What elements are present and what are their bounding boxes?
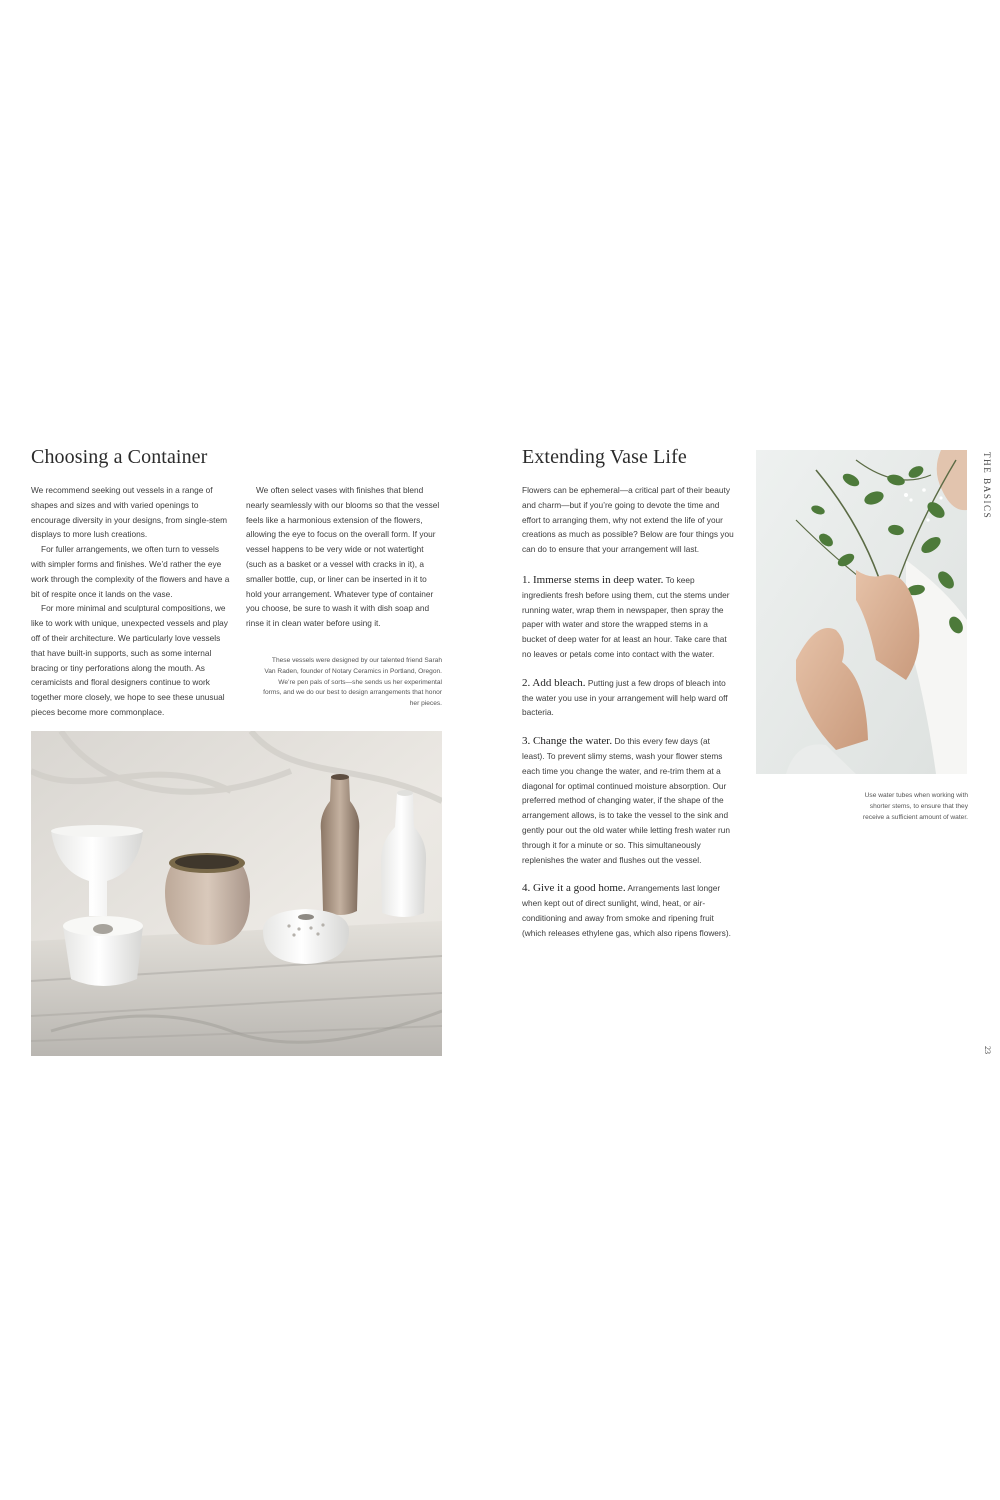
left-column-2 <box>246 483 444 631</box>
page-number: 23 <box>983 1046 992 1054</box>
step-body: Do this every few days (at least). To prevent slimy stems, wash your flower stems each time you change the water, and re-trim them at a diagonal for optimal continued moisture absorption. Our preferred method of changing water, if the shape of the arrangement allows, is to take the vessel to the sink and gently pour out the old water while letting fresh water run through it for a minute or so. This simultaneously replenishes the water and flushes out the vessel. <box>522 736 730 865</box>
water-tube-photo <box>756 450 967 774</box>
step-title: 4. Give it a good home. <box>522 882 626 895</box>
section-label: THE BASICS <box>982 452 992 520</box>
step-1 <box>522 573 734 662</box>
step-body: To keep ingredients fresh before using them, cut the stems under running water, wrap them in newspaper, then spray the paper with water and store the wrapped stems in a bucket of deep water for at least an hour. Take care that no leaves or petals come into contact with the water. <box>522 574 730 659</box>
step-4 <box>522 881 734 940</box>
water-tube-caption: Use water tubes when working with shorter stems, to ensure that they receive a sufficient amount of water. <box>862 792 968 821</box>
step-title: 3. Change the water. <box>522 735 613 748</box>
step-title: 2. Add bleach. <box>522 676 586 689</box>
right-page-title: Extending Vase Life <box>522 446 687 468</box>
left-page-title: Choosing a Container <box>31 446 208 468</box>
paragraph: For fuller arrangements, we often turn to vessels with simpler forms and finishes. We’d rather the eye work through the complexity of the flowers and have a bit of respite once it lands on the vase. <box>31 544 230 599</box>
left-column-1 <box>31 483 231 720</box>
paragraph: We often select vases with finishes that blend nearly seamlessly with our blooms so that the vessel feels like a harmonious extension of the flowers, allowing the eye to focus on the overall form. If your vessel happens to be very wide or not watertight (such as a basket or a vessel with cracks in it), a smaller bottle, cup, or liner can be inserted in it to hold your arrangement. Whatever type of container you choose, be sure to wash it with dish soap and rinse it in clean water before using it. <box>246 485 440 629</box>
right-column <box>522 483 734 955</box>
step-3 <box>522 734 734 867</box>
paragraph: For more minimal and sculptural compositions, we like to work with unique, unexpected vessels and play off of their architecture. We particularly love vessels that have built-in supports, such as some internal bracing or tiny perforations along the mouth. As ceramicists and floral designers continue to work together more closely, we hope to see these unusual pieces become more commonplace. <box>31 603 228 717</box>
vessels-caption: These vessels were designed by our talented friend Sarah Van Raden, founder of Notary Ceramics in Portland, Oregon. We’re pen pals of sorts—she sends us her experimental forms, and we do our best to design arrangements that honor her pieces. <box>263 657 442 708</box>
step-body: Putting just a few drops of bleach into the water you use in your arrangement will help ward off bacteria. <box>522 677 728 718</box>
paragraph: We recommend seeking out vessels in a range of shapes and sizes and with varied openings to encourage diversity in your designs, from single-stem displays to more lush creations. <box>31 485 227 540</box>
step-title: 1. Immerse stems in deep water. <box>522 573 664 586</box>
intro-paragraph: Flowers can be ephemeral—a critical part of their beauty and charm—but if you’re going to devote the time and effort to arranging them, why not extend the life of your creations as much as possible? Below are four things you can do to ensure that your arrangement will last. <box>522 485 734 555</box>
vessels-photo <box>31 731 442 1056</box>
step-2 <box>522 676 734 720</box>
step-body: Arrangements last longer when kept out of direct sunlight, wind, heat, or air-conditioning and away from smoke and ripening fruit (which releases ethylene gas, which also ripens flowers). <box>522 883 731 938</box>
